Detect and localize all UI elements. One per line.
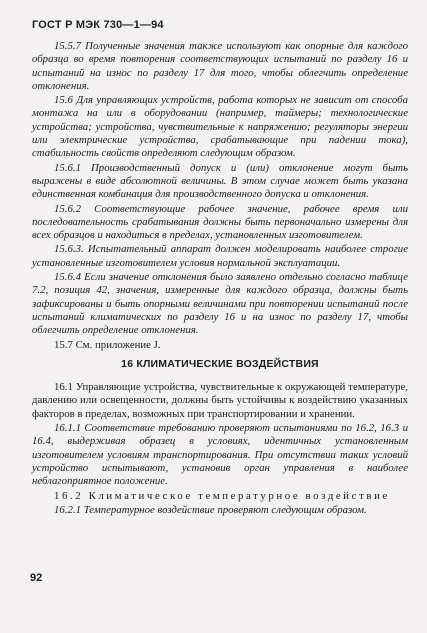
paragraph-16-1-1: 16.1.1 Соответствие требованию проверяют испытаниями по 16.2, 16.3 и 16.4, выдерживая образец в условиях, идентичных установленным изготовителем условиям транспортирования. При отсутствии таких условий устройство испытывают, установив орган управления в наиболее неблагоприятное положение. (32, 422, 408, 488)
document-header: ГОСТ Р МЭК 730—1—94 (32, 19, 164, 31)
paragraph-15-6-3: 15.6.3. Испытательный аппарат должен моделировать наиболее строгие установленные изготовителем условия нормальной эксплуатации. (32, 243, 408, 269)
paragraph-15-7: 15.7 См. приложение J. (54, 338, 161, 351)
paragraph-15-6-4: 15.6.4 Если значение отклонения было заявлено отдельно согласно таблице 7.2, позиция 42, значения, измеренные для каждого образца, должны быть зафиксированы и быть опорными величинами при повторении испытаний после испытаний климатических по разделу 16 и на износ по разделу 17, чтобы облегчить определение отклонения. (32, 271, 408, 337)
paragraph-16-1: 16.1 Управляющие устройства, чувствительные к окружающей температуре, давлению или освещенности, должны быть устойчивы к воздействию указанных факторов в пределах, возможных при транспортировании и хранении. (32, 381, 408, 420)
paragraph-15-6-1: 15.6.1 Производственный допуск и (или) отклонение могут быть выражены в виде абсолютной величины. В этом случае может быть указана единственная комбинация для производственного допуска и отклонения. (32, 161, 408, 201)
page-number: 92 (30, 572, 43, 584)
paragraph-16-2-1: 16.2.1 Температурное воздействие проверяют следующим образом. (54, 503, 367, 516)
paragraph-15-6: 15.6 Для управляющих устройств, работа которых не зависит от способа монтажа на или в оборудовании (например, таймеры; технологические устройства; устройства, чувствительные к напряжению; регуляторы энергии или электрические устройства, срабатывающие при падении тока), стабильность свойств определяют следующим образом. (32, 94, 408, 160)
paragraph-15-6-2: 15.6.2 Соответствующие рабочее значение, рабочее время или последовательность срабатывания должны быть первоначально измерены для всех образцов и находиться в пределах, установленных изготовителем. (32, 202, 408, 242)
document-body (32, 40, 408, 518)
paragraph-15-5-7: 15.5.7 Полученные значения также используют как опорные для каждого образца во время повторения соответствующих испытаний по разделу 16 и испытаний на износ по разделу 17 для того, чтобы облегчить определение отклонения. (32, 40, 408, 92)
section-heading: 16 КЛИМАТИЧЕСКИЕ ВОЗДЕЙСТВИЯ (121, 357, 319, 370)
paragraph-16-2: 16.2 Климатическое температурное воздействие (54, 489, 390, 502)
